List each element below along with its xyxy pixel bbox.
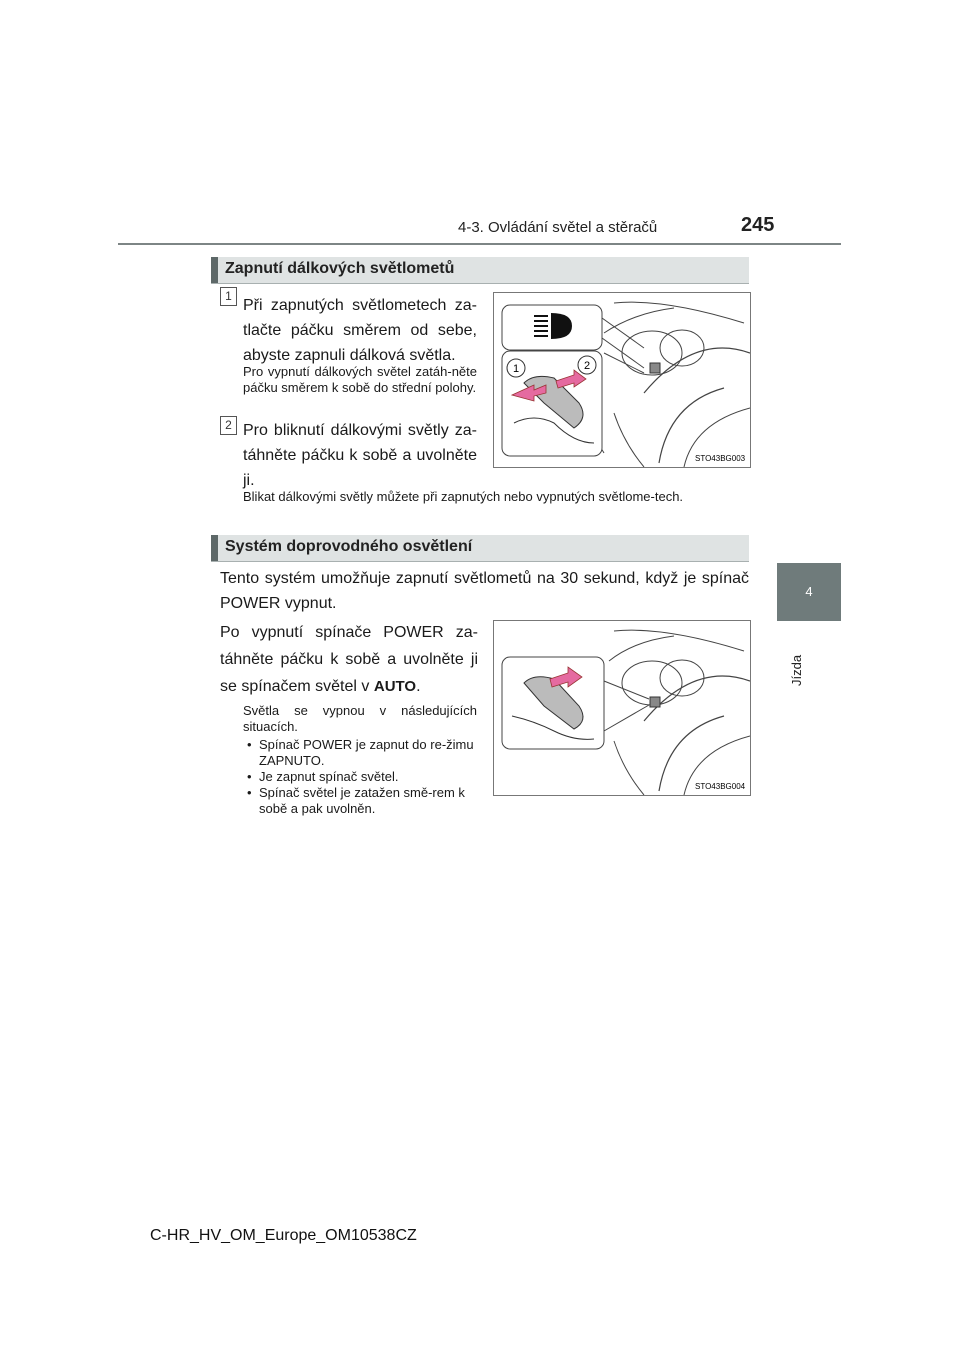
instruction-text: Po vypnutí spínače POWER za-táhněte páčku k sobě a uvolněte ji se spínačem světel v [220, 624, 478, 695]
section-2-intro: Tento systém umožňuje zapnutí světlometů na 30 sekund, když je spínač POWER vypnut. [220, 570, 749, 612]
bullet-list [247, 737, 477, 817]
high-beam-icon [534, 313, 572, 339]
section-2-note: Světla se vypnou v následujících situacích. [243, 703, 477, 734]
section-heading-high-beam [211, 257, 749, 284]
callout-1: 1 [512, 363, 520, 375]
step-number-1: 1 [220, 287, 237, 306]
heading-bar [211, 257, 218, 283]
chapter-tab: 4 [777, 563, 841, 621]
running-header: 4-3. Ovládání světel a stěračů [458, 219, 658, 236]
instruction-end: . [416, 678, 421, 695]
section-1-note: Blikat dálkovými světly můžete při zapnutých nebo vypnutých světlome-tech. [243, 489, 684, 504]
list-item: • Spínač POWER je zapnut do re-žimu ZAPNUTO. [247, 737, 474, 768]
section-title: Systém doprovodného osvětlení [225, 538, 473, 555]
figure-code: STO43BG003 [695, 454, 746, 463]
lever-illustration [494, 621, 750, 795]
step-1-text: Při zapnutých světlometech za-tlačte páčku směrem od sebe, abyste zapnuli dálková světla. [243, 297, 477, 364]
figure-code: STO43BG004 [695, 782, 746, 791]
list-item: • Je zapnut spínač světel. [247, 769, 399, 784]
list-item: • Spínač světel je zatažen smě-rem k sobě a pak uvolněn. [247, 785, 465, 816]
step-number-2: 2 [220, 416, 237, 435]
callout-2: 2 [583, 360, 591, 372]
figure-high-beam-lever [493, 292, 751, 468]
section-heading-follow-me [211, 535, 749, 562]
auto-switch-icon: AUTO [373, 678, 417, 695]
header-rule [118, 243, 841, 245]
lever-illustration [494, 293, 750, 467]
page-number: 245 [741, 214, 775, 236]
section-2-instruction [220, 619, 478, 700]
heading-bar [211, 535, 218, 561]
chapter-label: Jízda [789, 654, 804, 686]
step-1-note: Pro vypnutí dálkových světel zatáh-něte páčku směrem k sobě do střední polohy. [243, 364, 477, 395]
section-title: Zapnutí dálkových světlometů [225, 260, 455, 277]
step-2-text: Pro bliknutí dálkovými světly za-táhněte páčku k sobě a uvolněte ji. [243, 422, 477, 489]
footer-document-id: C-HR_HV_OM_Europe_OM10538CZ [150, 1227, 417, 1244]
figure-follow-me-lever [493, 620, 751, 796]
